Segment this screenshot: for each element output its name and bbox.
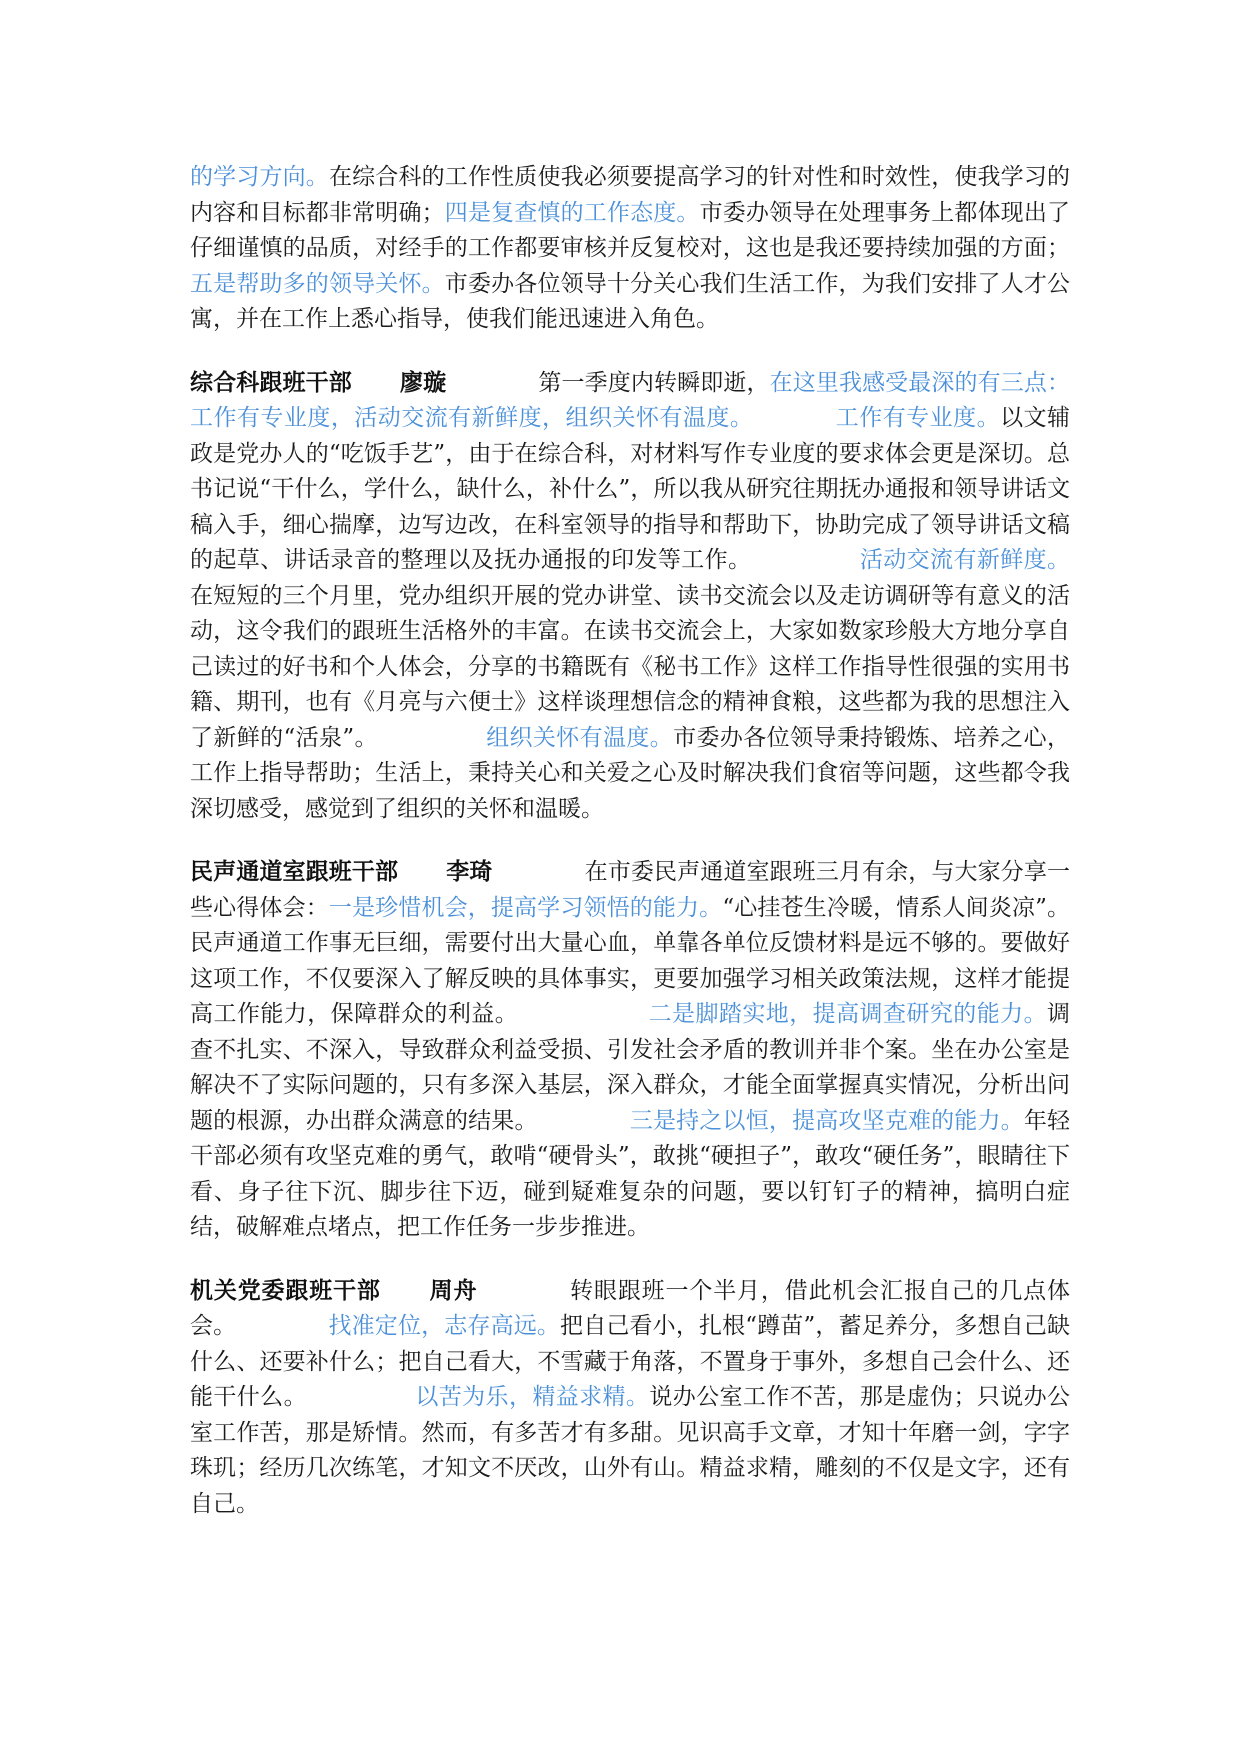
highlight-text: 组织关怀有温度。 [485,724,674,751]
paragraph-liaoxuan [190,365,1070,828]
body-text: 在市委民声通道室跟班三月有余，与大家分享一些心得体会： [190,859,1071,921]
highlight-text: 四是复查慎的工作态度。 [444,199,700,226]
paragraph-liqi [190,854,1070,1246]
highlight-text: 的学习方向。 [190,164,329,190]
body-text: 市委办领导在处理事务上都体现出了仔细谨慎的品质，对经手的工作都要审核并反复校对，这也是我还要持续加强的方面； [190,199,1071,261]
author-role: 机关党委跟班干部 [190,1276,381,1304]
highlight-text: 以苦为乐，精益求精。 [414,1384,650,1410]
body-text: 以文辅政是党办人的“吃饭手艺”，由于在综合科，对材料写作专业度的要求体会更是深切。总书记说“干什么，学什么，缺什么，补什么”，所以我从研究往期抚办通报和领导讲话文稿入手，细心揣摩，边写边改，在科室领导的指导和帮助下，协助完成了领导讲话文稿的起草、讲话录音的整理以及抚办通报的印发等工作。 [190,405,1071,573]
author-role: 综合科跟班干部 [190,368,352,396]
highlight-text: 活动交流有新鲜度。 [859,547,1071,573]
highlight-text: 工作有专业度。 [835,405,1001,431]
author-role: 民声通道室跟班干部 [190,858,399,885]
highlight-text: 五是帮助多的领导关怀。 [190,270,445,297]
highlight-text: 一是珍惜机会，提高学习领悟的能力。 [328,894,723,921]
document-page [190,160,1070,1549]
body-text: 说办公室工作不苦，那是虚伪；只说办公室工作苦，那是矫情。然而，有多苦才有多甜。见识高手文章，才知十年磨一剑，字字珠玑；经历几次练笔，才知文不厌改，山外有山。精益求精，雕刻的不仅是文字，还有自己。 [190,1384,1071,1517]
body-text: 转眼跟班一个半月，借此机会汇报自己的几点体会。 [190,1277,1070,1339]
body-text: 第一季度内转瞬即逝， [538,369,770,396]
body-text: 市委办各位领导秉持锻炼、培养之心，工作上指导帮助；生活上，秉持关心和关爱之心及时解决我们食宿等问题，这些都令我深切感受，感觉到了组织的关怀和温暖。 [190,724,1071,822]
paragraph-continued [190,160,1070,338]
author-name: 李琦 [446,858,493,885]
highlight-text: 在这里我感受最深的有三点：工作有专业度，活动交流有新鲜度，组织关怀有温度。 [190,369,1071,431]
author-name: 周舟 [428,1276,478,1304]
paragraph-zhouzhou [190,1273,1070,1523]
body-text: “心挂苍生冷暖，情系人间炎凉”。民声通道工作事无巨细，需要付出大量心血，单靠各单位反馈材料是远不够的。要做好这项工作，不仅要深入了解反映的具体事实，更要加强学习相关政策法规，这样才能提高工作能力，保障群众的利益。 [190,894,1071,1027]
body-text: 在综合科的工作性质使我必须要提高学习的针对性和时效性，使我学习的内容和目标都非常明确； [190,164,1071,226]
body-text: 调查不扎实、不深入，导致群众利益受损、引发社会矛盾的教训并非个案。坐在办公室是解决不了实际问题的，只有多深入基层，深入群众，才能全面掌握真实情况，分析出问题的根源，办出群众满意的结果。 [190,1001,1070,1134]
body-text: 把自己看小，扎根“蹲苗”，蓄足养分，多想自己缺什么、还要补什么；把自己看大，不雪藏于角落，不置身于事外，多想自己会什么、还能干什么。 [190,1313,1070,1410]
author-name: 廖璇 [399,368,447,396]
highlight-text: 二是脚踏实地，提高调查研究的能力。 [648,1001,1047,1027]
body-text: 市委办各位领导十分关心我们生活工作，为我们安排了人才公寓，并在工作上悉心指导，使我们能迅速进入角色。 [190,270,1071,332]
body-text: 年轻干部必须有攻坚克难的勇气，敢啃“硬骨头”，敢挑“硬担子”，敢攻“硬任务”，眼睛往下看、身子往下沉、脚步往下迈，碰到疑难复杂的问题，要以钉钉子的精神，搞明白症结，破解难点堵点，把工作任务一步步推进。 [190,1107,1071,1240]
highlight-text: 找准定位，志存高远。 [328,1313,561,1339]
body-text: 在短短的三个月里，党办组织开展的党办讲堂、读书交流会以及走访调研等有意义的活动，这令我们的跟班生活格外的丰富。在读书交流会上，大家如数家珍般大方地分享自己读过的好书和个人体会，分享的书籍既有《秘书工作》这样工作指导性很强的实用书籍、期刊，也有《月亮与六便士》这样谈理想信念的精神食粮，这些都为我的思想注入了新鲜的“活泉”。 [190,582,1070,751]
highlight-text: 三是持之以恒，提高攻坚克难的能力。 [629,1107,1024,1134]
